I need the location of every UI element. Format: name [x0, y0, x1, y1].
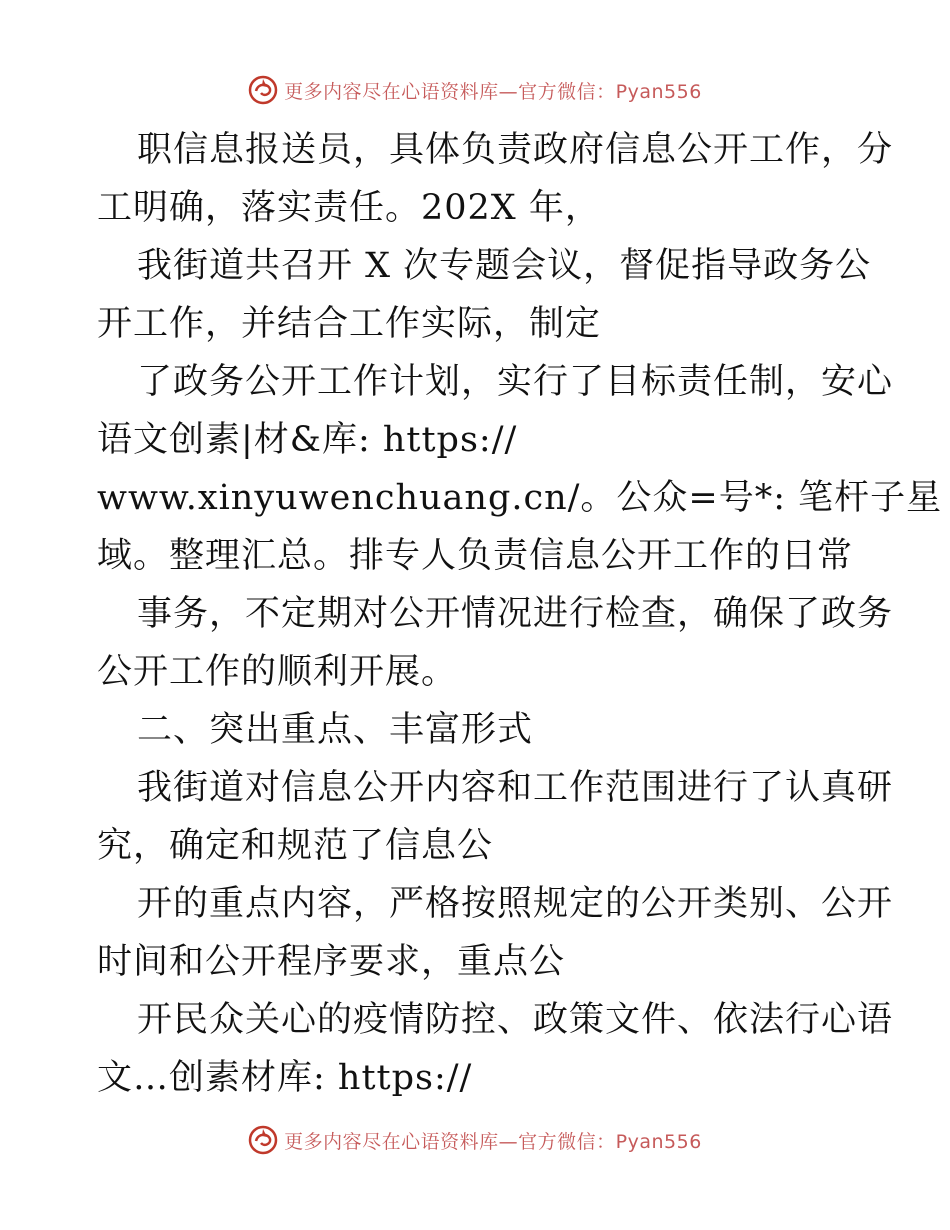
text-line: 我街道共召开 X 次专题会议，督促指导政务公	[137, 246, 872, 286]
red-swirl-logo-icon	[248, 75, 278, 105]
text-line: 了政务公开工作计划，实行了目标责任制，安心	[137, 362, 894, 402]
footer-wechat-id: Pyan556	[615, 1130, 702, 1153]
header-wechat-id: Pyan556	[615, 80, 702, 103]
header-banner	[0, 70, 950, 110]
text-line: 开民众关心的疫情防控、政策文件、依法行心语	[137, 1000, 894, 1040]
text-line: 职信息报送员，具体负责政府信息公开工作，分	[137, 130, 894, 170]
text-line: 究，确定和规范了信息公	[97, 826, 494, 866]
text-line: 文…创素材库: https://	[97, 1058, 473, 1098]
footer-banner	[0, 1120, 950, 1160]
text-line: 开工作，并结合工作实际，制定	[97, 304, 602, 344]
red-swirl-logo-icon	[248, 1125, 278, 1155]
text-line: 事务，不定期对公开情况进行检查，确保了政务	[137, 594, 894, 634]
text-line: 时间和公开程序要求，重点公	[97, 942, 566, 982]
text-line: 语文创素|材&库: https://	[97, 420, 518, 460]
footer-banner-text: 更多内容尽在心语资料库—官方微信：Pyan556	[284, 1130, 702, 1153]
header-banner-text: 更多内容尽在心语资料库—官方微信：Pyan556	[284, 80, 702, 103]
text-line: 工明确，落实责任。202X 年，	[97, 188, 601, 228]
text-line: 公开工作的顺利开展。	[97, 652, 458, 692]
text-line: www.xinyuwenchuang.cn/。公众=号*: 笔杆子星	[97, 478, 943, 518]
document-body	[97, 121, 943, 1107]
text-line: 我街道对信息公开内容和工作范围进行了认真研	[137, 768, 894, 808]
text-line: 开的重点内容，严格按照规定的公开类别、公开	[137, 884, 894, 924]
text-line: 域。整理汇总。排专人负责信息公开工作的日常	[97, 536, 854, 576]
section-heading: 二、突出重点、丰富形式	[137, 710, 534, 750]
